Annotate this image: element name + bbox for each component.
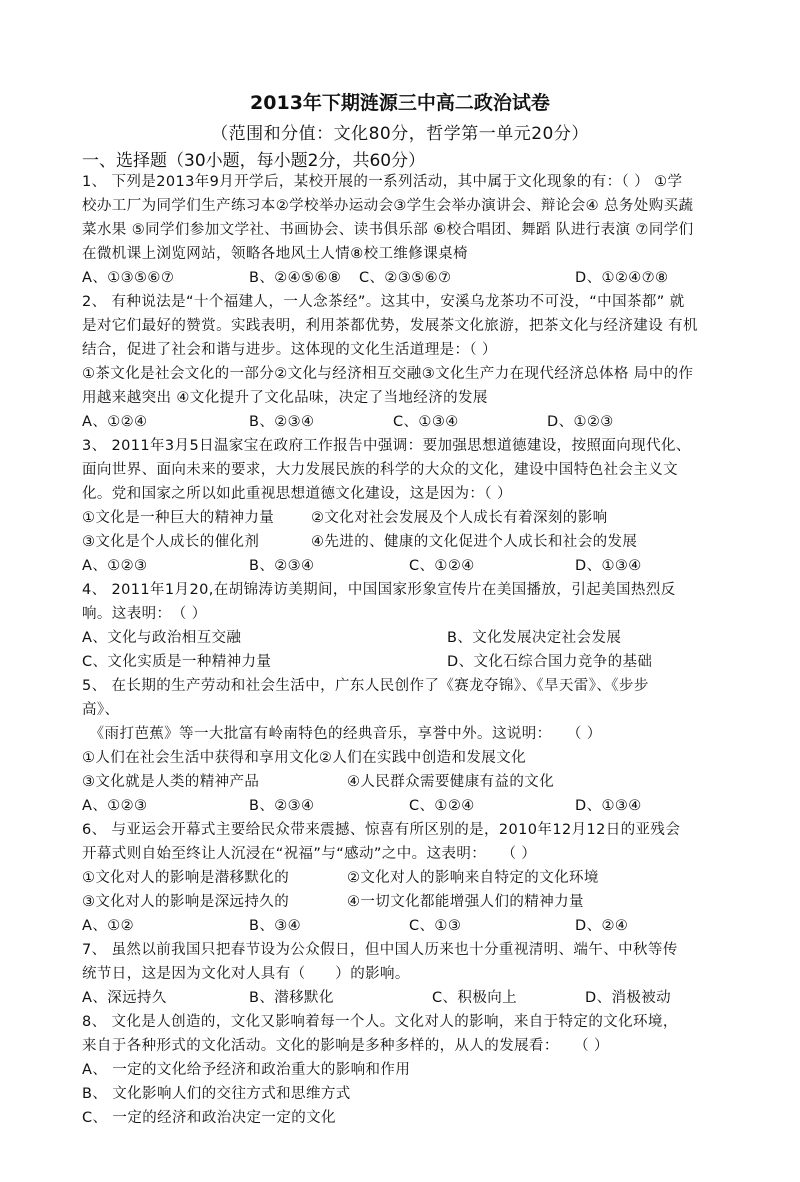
question-5-option-d: D、①③④	[575, 798, 642, 814]
question-3-statement: ①文化是一种巨大的精神力量	[82, 510, 275, 526]
question-4-line: 响。这表明： （ ）	[82, 606, 207, 622]
question-2-line: ①茶文化是社会文化的一部分②文化与经济相互交融③文化生产力在现代经济总体格 局中的作	[82, 366, 694, 382]
question-6-statement: ③文化对人的影响是深远持久的	[82, 894, 290, 910]
question-4-line: 4、 2011年1月20,在胡锦涛访美期间，中国国家形象宣传片在美国播放，引起美国热烈反	[82, 582, 676, 598]
question-6-statement: ①文化对人的影响是潜移默化的	[82, 870, 290, 886]
exam-subtitle: （范围和分值：文化80分，哲学第一单元20分）	[211, 124, 589, 144]
question-2-line: 2、 有种说法是“十个福建人，一人念茶经”。这其中，安溪乌龙茶功不可没，“中国茶都” 就	[82, 294, 685, 310]
question-5-line: ①人们在社会生活中获得和享用文化②人们在实践中创造和发展文化	[82, 750, 526, 766]
question-2-line: 是对它们最好的赞赏。实践表明，利用茶都优势，发展茶文化旅游，把茶文化与经济建设 有机	[82, 318, 698, 334]
question-2-line: 用越来越突出 ④文化提升了文化品味，决定了当地经济的发展	[82, 390, 488, 406]
question-5-option-a: A、①②③	[82, 798, 148, 814]
question-8-option-c: C、 一定的经济和政治决定一定的文化	[82, 1110, 336, 1126]
question-3-option-b: B、②③④	[249, 558, 315, 574]
question-8-line: 8、 文化是人创造的，文化又影响着每一个人。文化对人的影响，来自于特定的文化环境，	[82, 1014, 678, 1030]
question-1-option-c: C、②③⑤⑥⑦	[359, 270, 452, 286]
question-5-line: 5、 在长期的生产劳动和社会生活中，广东人民创作了《赛龙夺锦》、《旱天雷》、《步步	[82, 678, 649, 694]
question-3-option-c: C、①②④	[409, 558, 475, 574]
question-2-option-d: D、①②③	[547, 414, 614, 430]
question-2-option-b: B、②③④	[249, 414, 315, 430]
question-7-line: 7、 虽然以前我国只把春节设为公众假日，但中国人历来也十分重视清明、端午、中秋等传	[82, 942, 678, 958]
question-1-line: 菜水果 ⑤同学们参加文学社、书画协会、读书俱乐部 ⑥校合唱团、舞蹈 队进行表演 ⑦同学们	[82, 222, 694, 238]
question-1-option-a: A、①③⑤⑥⑦	[82, 270, 175, 286]
question-7-line: 统节日，这是因为文化对人具有（ ）的影响。	[82, 966, 410, 982]
question-6-line: 开幕式则自始至终让人沉浸在“祝福”与“感动”之中。这表明： （ ）	[82, 846, 537, 862]
question-1-option-d: D、①②④⑦⑧	[575, 270, 669, 286]
question-3-statement: ④先进的、健康的文化促进个人成长和社会的发展	[311, 534, 638, 550]
question-8-line: 来自于各种形式的文化活动。文化的影响是多种多样的，从人的发展看： （ ）	[82, 1038, 609, 1054]
question-3-option-a: A、①②③	[82, 558, 148, 574]
question-4-option-a: A、文化与政治相互交融	[82, 630, 242, 646]
question-5-line: 《雨打芭蕉》等一大批富有岭南特色的经典音乐，享誉中外。这说明： （ ）	[82, 726, 602, 742]
question-3-statement: ③文化是个人成长的催化剂	[82, 534, 260, 550]
question-1-line: 1、 下列是2013年9月开学后，某校开展的一系列活动，其中属于文化现象的有：（ ） ①学	[82, 174, 683, 190]
question-8-option-b: B、 文化影响人们的交往方式和思维方式	[82, 1086, 351, 1102]
question-5-statement: ④人民群众需要健康有益的文化	[347, 774, 555, 790]
question-6-statement: ④一切文化都能增强人们的精神力量	[347, 894, 584, 910]
question-1-line: 校办工厂为同学们生产练习本②学校举办运动会③学生会举办演讲会、辩论会④ 总务处购买蔬	[82, 198, 694, 214]
question-7-option-d: D、消极被动	[585, 990, 672, 1006]
question-5-option-c: C、①②④	[409, 798, 475, 814]
question-2-line: 结合，促进了社会和谐与进步。这体现的文化生活道理是：（ ）	[82, 342, 497, 358]
question-5-statement: ③文化就是人类的精神产品	[82, 774, 260, 790]
question-8-option-a: A、 一定的文化给予经济和政治重大的影响和作用	[82, 1062, 411, 1078]
question-3-line: 3、 2011年3月5日温家宝在政府工作报告中强调：要加强思想道德建设，按照面向现代化、	[82, 438, 691, 454]
question-2-option-c: C、①③④	[393, 414, 459, 430]
question-6-option-d: D、②④	[575, 918, 629, 934]
question-4-option-c: C、文化实质是一种精神力量	[82, 654, 272, 670]
section-heading: 一、选择题（30小题，每小题2分，共60分）	[82, 151, 426, 171]
question-6-option-c: C、①③	[409, 918, 462, 934]
question-6-statement: ②文化对人的影响来自特定的文化环境	[347, 870, 599, 886]
question-6-line: 6、 与亚运会开幕式主要给民众带来震撼、惊喜有所区别的是，2010年12月12日的亚残会	[82, 822, 681, 838]
question-1-line: 在微机课上浏览网站，领略各地风土人情⑧校工维修课桌椅	[82, 246, 468, 262]
question-7-option-c: C、积极向上	[432, 990, 518, 1006]
question-3-line: 面向世界、面向未来的要求，大力发展民族的科学的大众的文化，建设中国特色社会主义文	[82, 462, 678, 478]
question-2-option-a: A、①②④	[82, 414, 148, 430]
question-5-option-b: B、②③④	[249, 798, 315, 814]
question-5-line: 高》、	[82, 702, 120, 718]
question-6-option-a: A、①②	[82, 918, 135, 934]
question-7-option-a: A、深远持久	[82, 990, 167, 1006]
question-7-option-b: B、潜移默化	[249, 990, 334, 1006]
question-3-option-d: D、①③④	[575, 558, 642, 574]
question-4-option-d: D、文化石综合国力竞争的基础	[447, 654, 653, 670]
exam-title: 2013年下期涟源三中高二政治试卷	[250, 92, 550, 114]
question-1-option-b: B、②④⑤⑥⑧	[249, 270, 342, 286]
question-4-option-b: B、文化发展决定社会发展	[447, 630, 622, 646]
question-3-statement: ②文化对社会发展及个人成长有着深刻的影响	[311, 510, 608, 526]
question-3-line: 化。党和国家之所以如此重视思想道德文化建设，这是因为：（ ）	[82, 486, 512, 502]
question-6-option-b: B、③④	[249, 918, 302, 934]
